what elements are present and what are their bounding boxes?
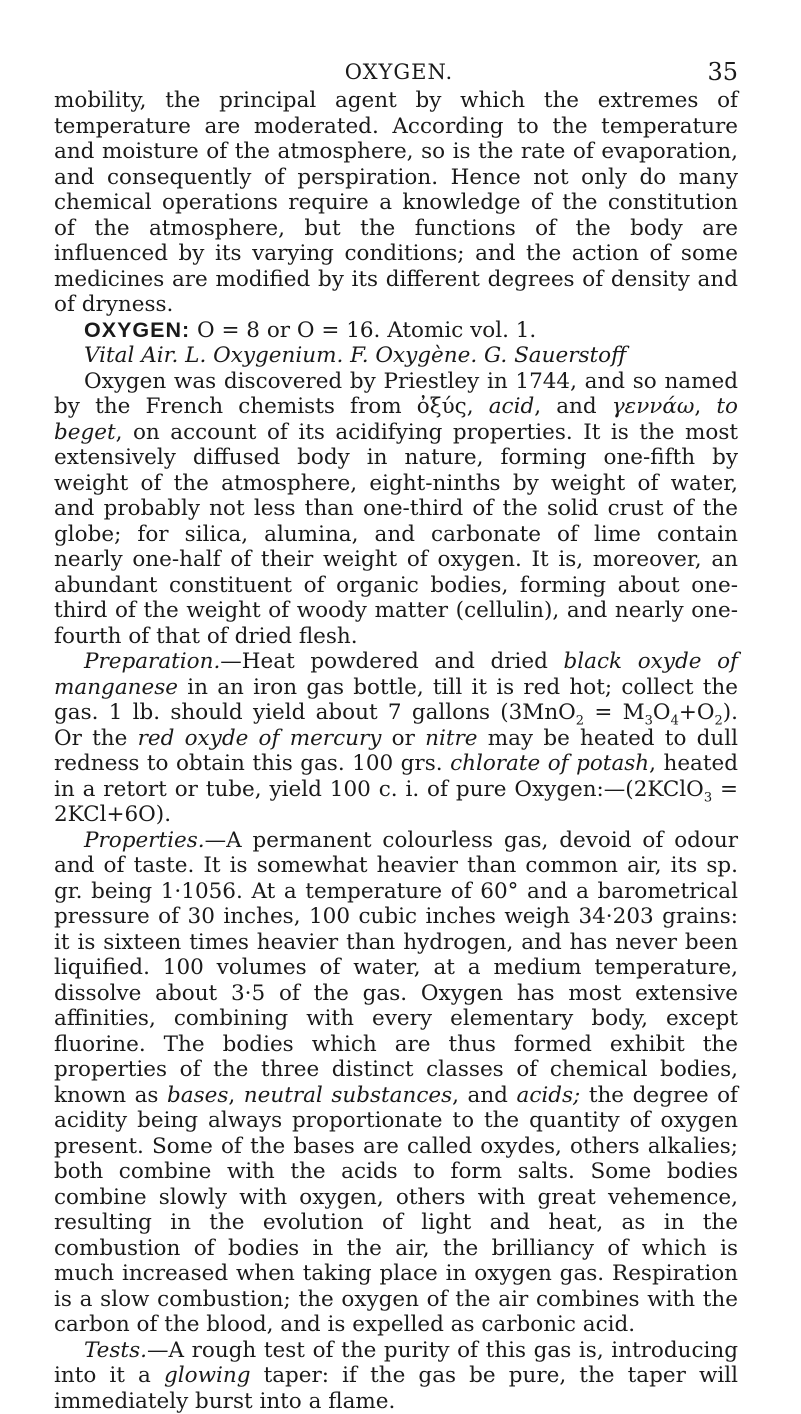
italic-term: to beget xyxy=(54,394,738,445)
heading-atomic-vol: Atomic vol. 1. xyxy=(387,318,536,343)
text-run: ). Or the xyxy=(54,700,738,751)
italic-term: chlorate of potash xyxy=(450,751,649,776)
italic-term: glowing xyxy=(164,1363,250,1388)
section-heading xyxy=(54,318,738,344)
discovery-paragraph xyxy=(54,369,738,650)
greek-word: γεννάω xyxy=(612,394,695,419)
italic-term: acid xyxy=(489,394,535,419)
text-run: , and xyxy=(534,394,612,419)
running-head: OXYGEN. xyxy=(60,60,738,84)
italic-term: acids; xyxy=(517,1083,581,1108)
page-number: 35 xyxy=(707,58,738,86)
subscript: 2 xyxy=(576,713,584,728)
subscript: 3 xyxy=(704,790,712,805)
text-run: Oxygen was discovered by Priestley in 1744, and so named by the French chemists from xyxy=(54,369,738,420)
text-run: , xyxy=(694,394,716,419)
text-run: , on account of its acidifying properties. It is the most extensively diffused body in nature, forming one-fifth by weight of the atmosphere, eight-ninths by weight of water, and probably not less than one-third of the solid crust of the globe; for silica, alumina, and carbonate of lime contain nearly one-half of their weight of oxygen. It is, moreover, an abundant constituent of organic bodies, forming about one-third of the weight of woody matter (cellulin), and nearly one-fourth of that of dried flesh. xyxy=(54,420,738,649)
heading-formula: O = 8 or O = 16. xyxy=(197,318,380,343)
italic-term: neutral substances xyxy=(244,1083,452,1108)
greek-word: ὀξύς xyxy=(417,394,467,419)
text-run: in an iron gas bottle, till it is red hot; collect the gas. 1 lb. should yield about 7 gallons (3MnO xyxy=(54,675,738,726)
italic-term: bases xyxy=(167,1083,228,1108)
tests-paragraph xyxy=(54,1338,738,1414)
paragraph-label: Properties. xyxy=(84,828,205,853)
text-run: = M xyxy=(584,700,645,725)
text-run: , xyxy=(228,1083,243,1108)
text-run: , and xyxy=(452,1083,516,1108)
text-run: , xyxy=(467,394,489,419)
text-run: +O xyxy=(679,700,715,725)
text-run: —A rough test of the purity of this gas is, introducing into it a xyxy=(54,1338,738,1389)
text-run: O xyxy=(653,700,671,725)
paragraph-label: Preparation. xyxy=(84,649,220,674)
properties-paragraph xyxy=(54,828,738,1338)
text-run: , heated in a retort or tube, yield 100 c. i. of pure Oxygen:—(2KClO xyxy=(54,751,738,802)
intro-paragraph: mobility, the principal agent by which the extremes of temperature are moderated. According to the temperature and moisture of the atmosphere, so is the rate of evaporation, and consequently of perspiration. Hence not only do many chemical operations require a knowledge of the constitution of the atmosphere, but the functions of the body are influenced by its varying conditions; and the action of some medicines are modified by its different degrees of density and of dryness. xyxy=(54,88,738,318)
subscript: 3 xyxy=(645,713,653,728)
text-run: may be heated to dull redness to obtain this gas. 100 grs. xyxy=(54,726,738,777)
synonyms-line: Vital Air. L. Oxygenium. F. Oxygène. G. Sauerstoff xyxy=(54,343,738,369)
text-run: = 2KCl+6O). xyxy=(54,777,738,828)
paragraph-label: Tests. xyxy=(84,1338,147,1363)
text-run: taper: if the gas be pure, the taper will immediately burst into a flame. xyxy=(54,1363,738,1414)
preparation-paragraph xyxy=(54,649,738,828)
heading-title: OXYGEN: xyxy=(84,318,190,342)
italic-term: nitre xyxy=(425,726,477,751)
subscript: 4 xyxy=(671,713,679,728)
text-run: —Heat powdered and dried xyxy=(220,649,563,674)
text-run: the degree of acidity being always proportionate to the quantity of oxygen present. Some of the bases are called oxydes, others alkalies; both combine with the acids to form salts. Some bodies combine slowly with oxygen, others with great vehemence, resulting in the evolution of light and heat, as in the combustion of bodies in the air, the brilliancy of which is much increased when taking place in oxygen gas. Respiration is a slow combustion; the oxygen of the air combines with the carbon of the blood, and is expelled as carbonic acid. xyxy=(54,1083,738,1338)
text-run: —A permanent colourless gas, devoid of odour and of taste. It is somewhat heavier than common air, its sp. gr. being 1·1056. At a temperature of 60° and a barometrical pressure of 30 inches, 100 cubic inches weigh 34·203 grains: it is sixteen times heavier than hydrogen, and has never been liquified. 100 volumes of water, at a medium temperature, dissolve about 3·5 of the gas. Oxygen has most extensive affinities, combining with every elementary body, except fluorine. The bodies which are thus formed exhibit the properties of the three distinct classes of chemical bodies, known as xyxy=(54,828,738,1108)
italic-term: black oxyde of manganese xyxy=(54,649,738,700)
text-run: or xyxy=(381,726,425,751)
body-text xyxy=(54,88,738,1414)
subscript: 2 xyxy=(715,713,723,728)
italic-term: red oxyde of mercury xyxy=(138,726,382,751)
